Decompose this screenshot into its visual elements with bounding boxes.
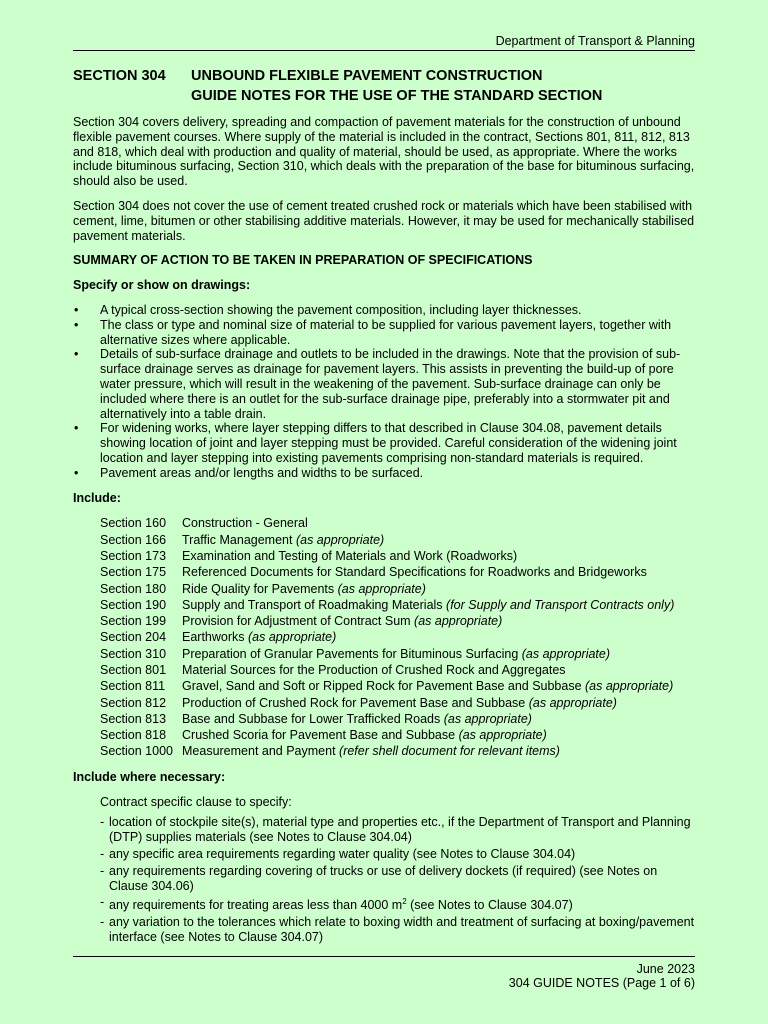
table-row <box>100 597 695 613</box>
table-row <box>100 711 695 727</box>
section-description: Supply and Transport of Roadmaking Materials (for Supply and Transport Contracts only) <box>182 597 675 612</box>
table-row <box>100 743 695 759</box>
table-row <box>100 532 695 548</box>
list-item: - any requirements for treating areas less than 4000 $m^2$ (see Notes to Clause 304.07) <box>100 895 695 913</box>
specify-list <box>73 303 695 481</box>
list-item: • Pavement areas and/or lengths and widths to be surfaced. <box>73 466 695 481</box>
table-row <box>100 629 695 645</box>
table-row <box>100 695 695 711</box>
table-row <box>100 515 695 531</box>
section-id: Section 173 <box>100 548 167 563</box>
include-table <box>100 515 695 759</box>
section-id: Section 310 <box>100 646 167 661</box>
table-row <box>100 613 695 629</box>
table-row <box>100 581 695 597</box>
section-description: Examination and Testing of Materials and Work (Roadworks) <box>182 548 518 563</box>
section-id: Section 204 <box>100 630 167 645</box>
section-description: Ride Quality for Pavements (as appropriate) <box>182 581 426 596</box>
list-item: • Details of sub-surface drainage and outlets to be included in the drawings. Note that the provision of sub-surface drainage serves as drainage for pavement layers. This assists in preventing the build-up of pore water pressure, which will result in the weakening of the pavement. Sub-surface drainage can only be included where there is an outlet for the sub-surface drainage pipe, preferably into a stormwater pit and alternatively into a table drain. <box>73 347 695 421</box>
footer <box>509 962 695 990</box>
title-line-2: GUIDE NOTES FOR THE USE OF THE STANDARD SECTION <box>191 88 603 104</box>
header-text: Department of Transport & Planning <box>495 34 695 48</box>
intro-paragraph: Section 304 covers delivery, spreading and compaction of pavement materials for the construction of unbound flexible pavement courses. Where supply of the material is included in the contract, Sections 801, 811, 812, 813 and 818, which deal with production and quality of material, should be used, as appropriate. Where the works include bituminous surfacing, Section 310, which deals with the preparation of the base for bituminous surfacing, should also be used. <box>73 115 695 189</box>
list-item: • For widening works, where layer stepping differs to that described in Clause 304.08, pavement details showing location of joint and layer stepping must be provided. Careful consideration of the widening joint location and layer stepping into existing pavements comprising non-standard materials is required. <box>73 421 695 465</box>
section-description: Provision for Adjustment of Contract Sum (as appropriate) <box>182 614 503 629</box>
list-item: - any specific area requirements regarding water quality (see Notes to Clause 304.04) <box>100 847 695 862</box>
section-description: Material Sources for the Production of Crushed Rock and Aggregates <box>182 663 566 677</box>
necessary-heading: Include where necessary: <box>73 769 226 784</box>
section-id: Section 811 <box>100 679 166 694</box>
section-id: Section 813 <box>100 711 167 726</box>
header-rule <box>73 50 695 51</box>
table-row <box>100 548 695 564</box>
section-description: Production of Crushed Rock for Pavement Base and Subbase (as appropriate) <box>182 695 617 710</box>
summary-heading: SUMMARY OF ACTION TO BE TAKEN IN PREPARATION OF SPECIFICATIONS <box>73 253 533 268</box>
document-body <box>73 115 695 947</box>
section-id: Section 818 <box>100 728 167 743</box>
section-id: Section 166 <box>100 532 167 547</box>
section-id: Section 801 <box>100 663 167 677</box>
footer-rule <box>73 956 695 957</box>
necessary-list <box>100 815 695 945</box>
footer-page: 304 GUIDE NOTES (Page 1 of 6) <box>508 976 695 990</box>
intro-paragraph: Section 304 does not cover the use of cement treated crushed rock or materials which have been stabilised with cement, lime, bitumen or other stabilising additive materials. However, it may be used for mechanically stabilised pavement materials. <box>73 198 695 243</box>
list-item: - location of stockpile site(s), material type and properties etc., if the Department of Transport and Planning (DTP) supplies materials (see Notes to Clause 304.04) <box>100 815 695 845</box>
section-id: Section 1000 <box>100 744 173 759</box>
title-line-1: UNBOUND FLEXIBLE PAVEMENT CONSTRUCTION <box>191 68 543 84</box>
section-id: Section 199 <box>100 614 167 629</box>
footer-date: June 2023 <box>636 962 695 976</box>
section-description: Measurement and Payment (refer shell document for relevant items) <box>182 744 560 759</box>
table-row <box>100 564 695 580</box>
table-row <box>100 662 695 678</box>
section-id: Section 175 <box>100 565 167 580</box>
section-id: Section 160 <box>100 516 167 531</box>
table-row <box>100 678 695 694</box>
section-id: Section 190 <box>100 597 167 612</box>
section-description: Earthworks (as appropriate) <box>182 630 337 645</box>
contract-clause-label: Contract specific clause to specify: <box>100 794 292 809</box>
list-item: - any requirements regarding covering of trucks or use of delivery dockets (if required) (see Notes on Clause 304.06) <box>100 864 695 894</box>
section-description: Referenced Documents for Standard Specifications for Roadworks and Bridgeworks <box>182 565 647 580</box>
superscript: 2 <box>402 897 407 907</box>
table-row <box>100 727 695 743</box>
section-description: Base and Subbase for Lower Trafficked Roads (as appropriate) <box>182 711 532 726</box>
list-item: • A typical cross-section showing the pavement composition, including layer thicknesses. <box>73 303 695 318</box>
table-row <box>100 646 695 662</box>
document-title <box>73 66 602 106</box>
section-description: Traffic Management (as appropriate) <box>182 532 385 547</box>
section-id: Section 812 <box>100 695 167 710</box>
list-item: - any variation to the tolerances which relate to boxing width and treatment of surfacing at boxing/pavement interface (see Notes to Clause 304.07) <box>100 915 695 945</box>
list-item: • The class or type and nominal size of material to be supplied for various pavement layers, together with alternative sizes where applicable. <box>73 318 695 348</box>
section-number: SECTION 304 <box>73 68 166 84</box>
include-heading: Include: <box>73 490 121 505</box>
section-description: Preparation of Granular Pavements for Bituminous Surfacing (as appropriate) <box>182 646 611 661</box>
section-description: Construction - General <box>182 516 308 531</box>
section-id: Section 180 <box>100 581 167 596</box>
section-description: Crushed Scoria for Pavement Base and Subbase (as appropriate) <box>182 728 547 743</box>
specify-heading: Specify or show on drawings: <box>73 278 251 293</box>
section-description: Gravel, Sand and Soft or Ripped Rock for Pavement Base and Subbase (as appropriate) <box>182 679 674 694</box>
